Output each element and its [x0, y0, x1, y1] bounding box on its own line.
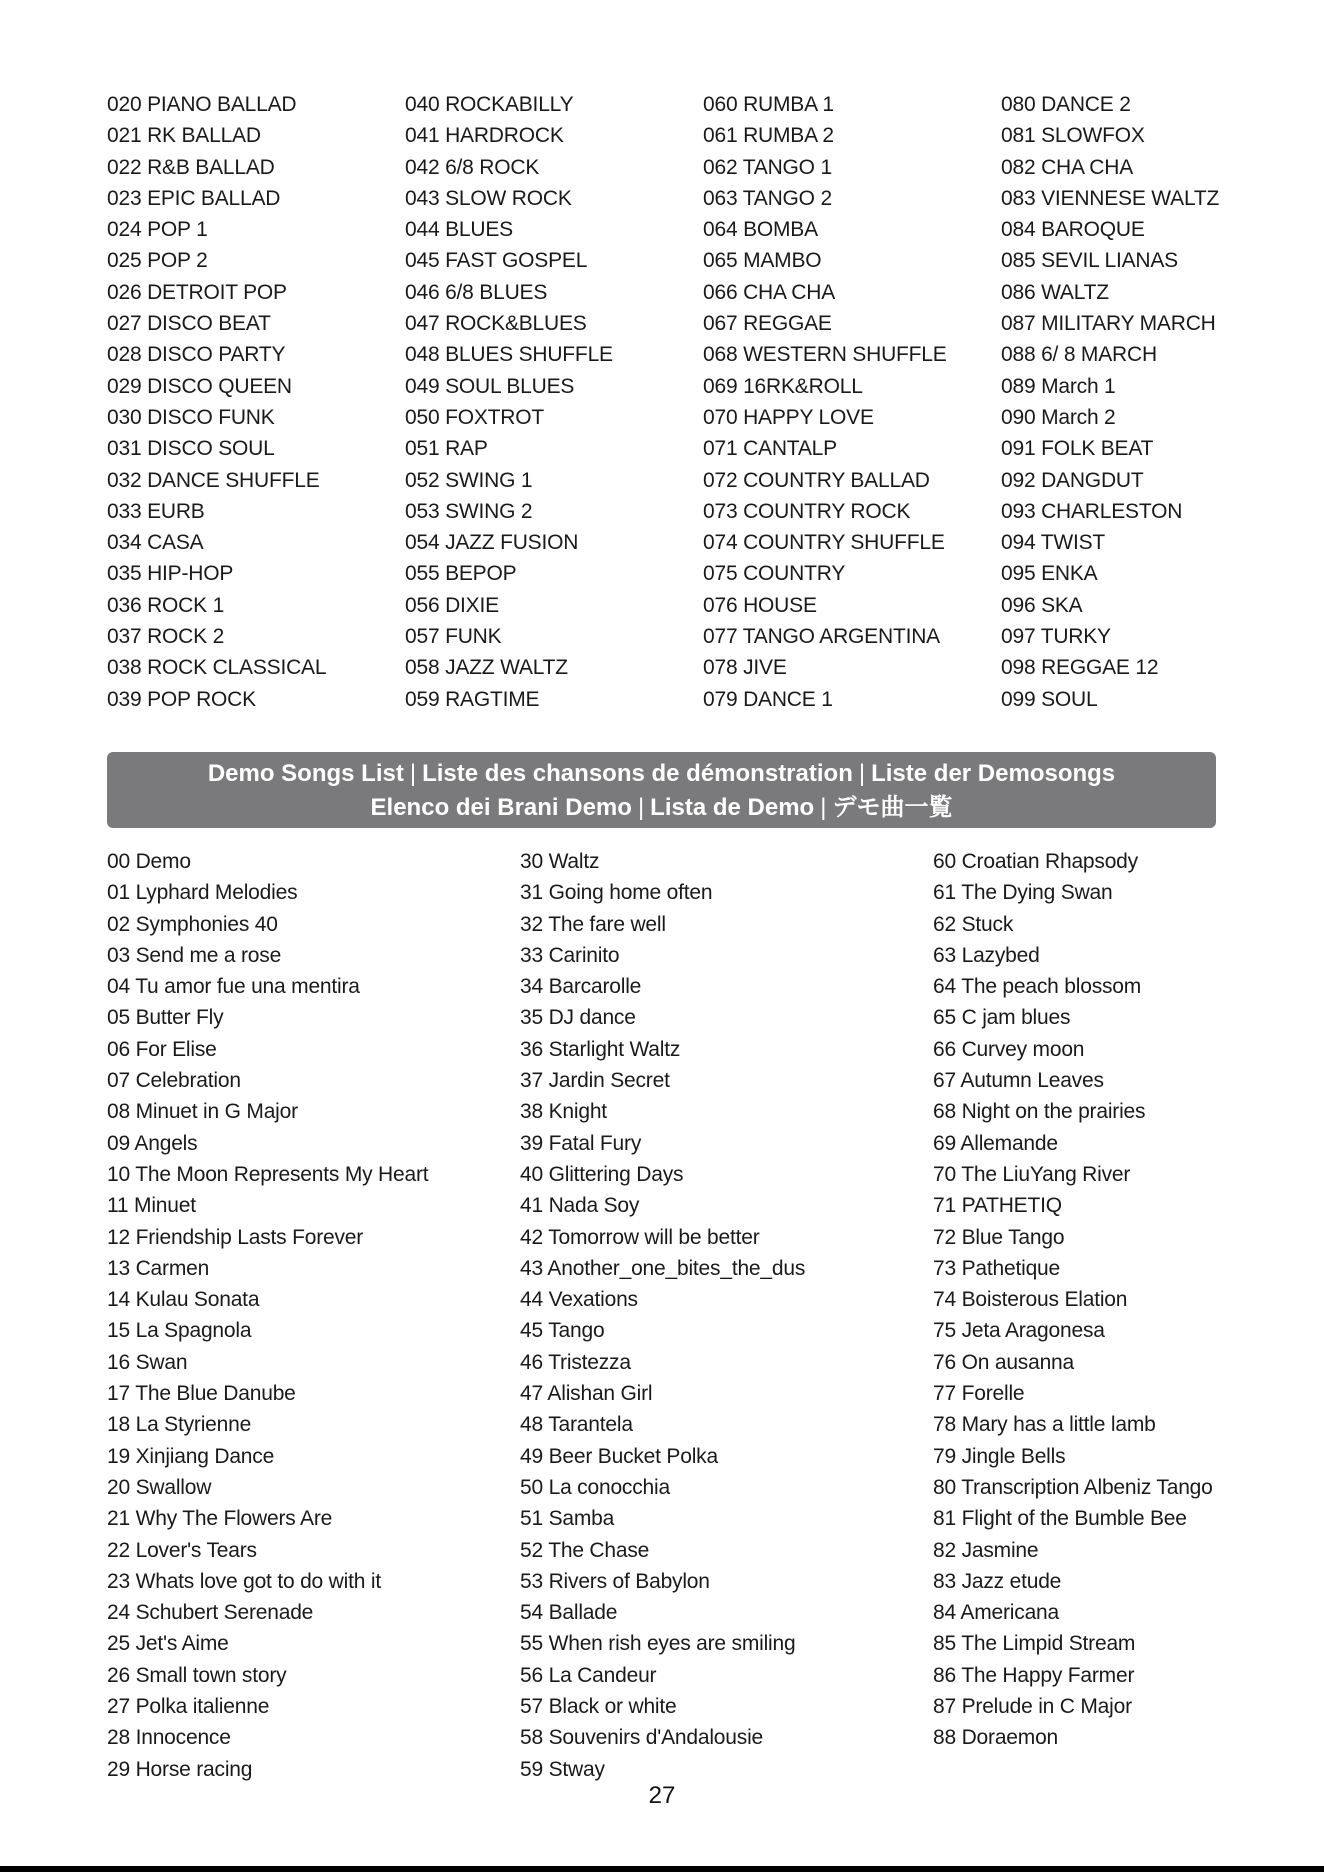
- style-item: 086 WALTZ: [1001, 280, 1109, 304]
- style-item: 051 RAP: [405, 437, 488, 461]
- demo-song-item: 15 La Spagnola: [107, 1319, 252, 1343]
- demo-song-item: 57 Black or white: [520, 1695, 677, 1719]
- bottom-divider: [0, 1866, 1324, 1872]
- demo-song-item: 84 Americana: [933, 1601, 1060, 1625]
- style-item: 036 ROCK 1: [107, 593, 225, 617]
- demo-song-item: 19 Xinjiang Dance: [107, 1444, 275, 1468]
- style-item: 062 TANGO 1: [703, 155, 832, 179]
- styles-column: [405, 89, 703, 715]
- demo-song-item: 10 The Moon Represents My Heart: [107, 1162, 429, 1186]
- banner-line-1: [107, 757, 1216, 791]
- demo-song-item: 32 The fare well: [520, 912, 666, 936]
- style-item: 084 BAROQUE: [1001, 218, 1145, 242]
- demo-song-item: 74 Boisterous Elation: [933, 1288, 1128, 1312]
- demo-songs-banner: [107, 752, 1216, 828]
- demo-songs-list: [107, 846, 1322, 1785]
- demo-song-item: 81 Flight of the Bumble Bee: [933, 1507, 1187, 1531]
- style-item: 038 ROCK CLASSICAL: [107, 656, 327, 680]
- demo-song-item: 71 PATHETIQ: [933, 1194, 1062, 1218]
- style-item: 069 16RK&ROLL: [703, 374, 863, 398]
- demo-song-item: 53 Rivers of Babylon: [520, 1569, 710, 1593]
- demo-song-item: 67 Autumn Leaves: [933, 1069, 1104, 1093]
- style-item: 076 HOUSE: [703, 593, 817, 617]
- style-item: 073 COUNTRY ROCK: [703, 499, 911, 523]
- style-item: 080 DANCE 2: [1001, 93, 1131, 116]
- style-item: 078 JIVE: [703, 656, 787, 680]
- style-item: 030 DISCO FUNK: [107, 405, 275, 429]
- style-item: 037 ROCK 2: [107, 625, 225, 649]
- demo-song-item: 20 Swallow: [107, 1475, 212, 1499]
- demo-song-item: 31 Going home often: [520, 881, 713, 905]
- style-item: 066 CHA CHA: [703, 280, 836, 304]
- style-item: 040 ROCKABILLY: [405, 93, 574, 116]
- demo-song-item: 45 Tango: [520, 1319, 605, 1343]
- style-item: 029 DISCO QUEEN: [107, 374, 292, 398]
- style-item: 061 RUMBA 2: [703, 124, 834, 148]
- demo-song-item: 04 Tu amor fue una mentira: [107, 975, 360, 999]
- demo-song-item: 51 Samba: [520, 1507, 615, 1531]
- demo-song-item: 02 Symphonies 40: [107, 912, 278, 936]
- style-item: 053 SWING 2: [405, 499, 533, 523]
- demo-song-item: 36 Starlight Waltz: [520, 1037, 681, 1061]
- demo-song-item: 87 Prelude in C Major: [933, 1695, 1132, 1719]
- style-item: 046 6/8 BLUES: [405, 280, 548, 304]
- demo-song-item: 59 Stway: [520, 1757, 605, 1781]
- style-item: 041 HARDROCK: [405, 124, 564, 148]
- style-item: 050 FOXTROT: [405, 405, 544, 429]
- demo-song-item: 29 Horse racing: [107, 1757, 253, 1781]
- demo-song-item: 06 For Elise: [107, 1037, 217, 1061]
- banner-separator: |: [409, 760, 417, 787]
- styles-column: [107, 89, 405, 715]
- style-item: 032 DANCE SHUFFLE: [107, 468, 320, 492]
- demo-song-item: 17 The Blue Danube: [107, 1382, 296, 1406]
- demo-song-item: 03 Send me a rose: [107, 943, 282, 967]
- demo-song-item: 70 The LiuYang River: [933, 1162, 1131, 1186]
- demo-column: [520, 846, 933, 1785]
- banner-title-es: Lista de Demo: [650, 794, 815, 821]
- style-item: 067 REGGAE: [703, 312, 832, 336]
- style-item: 023 EPIC BALLAD: [107, 186, 281, 210]
- demo-song-item: 41 Nada Soy: [520, 1194, 640, 1218]
- demo-song-item: 58 Souvenirs d'Andalousie: [520, 1726, 764, 1750]
- banner-title-fr: Liste des chansons de démonstration: [422, 760, 853, 787]
- page-number: 27: [648, 1782, 676, 1809]
- demo-song-item: 46 Tristezza: [520, 1350, 631, 1374]
- styles-column: [1001, 89, 1299, 715]
- demo-song-item: 63 Lazybed: [933, 943, 1040, 967]
- style-item: 054 JAZZ FUSION: [405, 531, 579, 555]
- demo-song-item: 47 Alishan Girl: [520, 1382, 653, 1406]
- style-item: 090 March 2: [1001, 405, 1116, 429]
- demo-song-item: 21 Why The Flowers Are: [107, 1507, 333, 1531]
- style-item: 083 VIENNESE WALTZ: [1001, 186, 1220, 210]
- demo-song-item: 39 Fatal Fury: [520, 1131, 642, 1155]
- demo-song-item: 26 Small town story: [107, 1663, 287, 1687]
- style-item: 027 DISCO BEAT: [107, 312, 271, 336]
- demo-song-item: 60 Croatian Rhapsody: [933, 850, 1138, 873]
- demo-song-item: 75 Jeta Aragonesa: [933, 1319, 1105, 1343]
- style-item: 096 SKA: [1001, 593, 1083, 617]
- demo-song-item: 43 Another_one_bites_the_dus: [520, 1256, 806, 1280]
- style-item: 028 DISCO PARTY: [107, 343, 286, 367]
- style-item: 071 CANTALP: [703, 437, 837, 461]
- style-item: 065 MAMBO: [703, 249, 822, 273]
- demo-song-item: 25 Jet's Aime: [107, 1632, 229, 1656]
- banner-separator: |: [858, 760, 866, 787]
- style-item: 093 CHARLESTON: [1001, 499, 1183, 523]
- demo-song-item: 85 The Limpid Stream: [933, 1632, 1136, 1656]
- style-item: 099 SOUL: [1001, 687, 1098, 711]
- banner-title-ja: デモ曲一覧: [832, 794, 953, 821]
- style-item: 043 SLOW ROCK: [405, 186, 572, 210]
- style-item: 068 WESTERN SHUFFLE: [703, 343, 947, 367]
- demo-song-item: 14 Kulau Sonata: [107, 1288, 260, 1312]
- demo-song-item: 38 Knight: [520, 1100, 607, 1124]
- banner-title-de: Liste der Demosongs: [871, 760, 1116, 787]
- demo-song-item: 30 Waltz: [520, 850, 600, 873]
- style-item: 045 FAST GOSPEL: [405, 249, 588, 273]
- demo-song-item: 48 Tarantela: [520, 1413, 633, 1437]
- style-item: 088 6/ 8 MARCH: [1001, 343, 1157, 367]
- demo-song-item: 37 Jardin Secret: [520, 1069, 670, 1093]
- demo-song-item: 73 Pathetique: [933, 1256, 1061, 1280]
- demo-song-item: 22 Lover's Tears: [107, 1538, 257, 1562]
- demo-song-item: 05 Butter Fly: [107, 1006, 224, 1030]
- style-item: 074 COUNTRY SHUFFLE: [703, 531, 945, 555]
- banner-title-en: Demo Songs List: [207, 760, 404, 787]
- style-item: 079 DANCE 1: [703, 687, 833, 711]
- demo-song-item: 52 The Chase: [520, 1538, 650, 1562]
- style-item: 057 FUNK: [405, 625, 502, 649]
- styles-list: [107, 89, 1307, 715]
- style-item: 039 POP ROCK: [107, 687, 256, 711]
- style-item: 049 SOUL BLUES: [405, 374, 575, 398]
- demo-song-item: 78 Mary has a little lamb: [933, 1413, 1156, 1437]
- style-item: 021 RK BALLAD: [107, 124, 261, 148]
- demo-song-item: 24 Schubert Serenade: [107, 1601, 314, 1625]
- style-item: 026 DETROIT POP: [107, 280, 287, 304]
- style-item: 042 6/8 ROCK: [405, 155, 540, 179]
- style-item: 044 BLUES: [405, 218, 513, 242]
- style-item: 072 COUNTRY BALLAD: [703, 468, 930, 492]
- demo-song-item: 62 Stuck: [933, 912, 1014, 936]
- style-item: 091 FOLK BEAT: [1001, 437, 1154, 461]
- demo-song-item: 64 The peach blossom: [933, 975, 1142, 999]
- style-item: 048 BLUES SHUFFLE: [405, 343, 613, 367]
- style-item: 025 POP 2: [107, 249, 208, 273]
- style-item: 055 BEPOP: [405, 562, 517, 586]
- demo-song-item: 72 Blue Tango: [933, 1225, 1065, 1249]
- style-item: 060 RUMBA 1: [703, 93, 834, 116]
- style-item: 058 JAZZ WALTZ: [405, 656, 568, 680]
- style-item: 075 COUNTRY: [703, 562, 846, 586]
- style-item: 077 TANGO ARGENTINA: [703, 625, 940, 649]
- style-item: 092 DANGDUT: [1001, 468, 1144, 492]
- demo-song-item: 27 Polka italienne: [107, 1695, 270, 1719]
- demo-song-item: 88 Doraemon: [933, 1726, 1059, 1750]
- demo-song-item: 34 Barcarolle: [520, 975, 642, 999]
- style-item: 082 CHA CHA: [1001, 155, 1134, 179]
- banner-title-it: Elenco dei Brani Demo: [370, 794, 632, 821]
- demo-song-item: 77 Forelle: [933, 1382, 1025, 1406]
- style-item: 020 PIANO BALLAD: [107, 93, 297, 116]
- demo-song-item: 07 Celebration: [107, 1069, 241, 1093]
- demo-song-item: 44 Vexations: [520, 1288, 638, 1312]
- demo-song-item: 83 Jazz etude: [933, 1569, 1062, 1593]
- style-item: 052 SWING 1: [405, 468, 533, 492]
- demo-song-item: 23 Whats love got to do with it: [107, 1569, 381, 1593]
- demo-song-item: 56 La Candeur: [520, 1663, 657, 1687]
- style-item: 064 BOMBA: [703, 218, 818, 242]
- style-item: 085 SEVIL LIANAS: [1001, 249, 1178, 273]
- style-item: 024 POP 1: [107, 218, 208, 242]
- demo-column: [933, 846, 1322, 1785]
- demo-song-item: 54 Ballade: [520, 1601, 618, 1625]
- style-item: 063 TANGO 2: [703, 186, 832, 210]
- demo-song-item: 28 Innocence: [107, 1726, 231, 1750]
- demo-song-item: 42 Tomorrow will be better: [520, 1225, 760, 1249]
- demo-song-item: 55 When rish eyes are smiling: [520, 1632, 796, 1656]
- demo-song-item: 00 Demo: [107, 850, 191, 873]
- demo-song-item: 66 Curvey moon: [933, 1037, 1085, 1061]
- demo-song-item: 86 The Happy Farmer: [933, 1663, 1135, 1687]
- style-item: 031 DISCO SOUL: [107, 437, 275, 461]
- demo-song-item: 65 C jam blues: [933, 1006, 1071, 1030]
- style-item: 022 R&B BALLAD: [107, 155, 275, 179]
- demo-song-item: 50 La conocchia: [520, 1475, 670, 1499]
- style-item: 034 CASA: [107, 531, 204, 555]
- styles-column: [703, 89, 1001, 715]
- demo-song-item: 76 On ausanna: [933, 1350, 1075, 1374]
- style-item: 087 MILITARY MARCH: [1001, 312, 1216, 336]
- demo-song-item: 49 Beer Bucket Polka: [520, 1444, 718, 1468]
- style-item: 094 TWIST: [1001, 531, 1106, 555]
- style-item: 033 EURB: [107, 499, 205, 523]
- demo-song-item: 69 Allemande: [933, 1131, 1058, 1155]
- demo-song-item: 40 Glittering Days: [520, 1162, 684, 1186]
- demo-song-item: 18 La Styrienne: [107, 1413, 252, 1437]
- demo-song-item: 08 Minuet in G Major: [107, 1100, 298, 1124]
- banner-separator: |: [820, 794, 827, 821]
- demo-song-item: 11 Minuet: [107, 1194, 196, 1218]
- style-item: 070 HAPPY LOVE: [703, 405, 874, 429]
- style-item: 089 March 1: [1001, 374, 1116, 398]
- banner-separator: |: [637, 794, 645, 821]
- style-item: 095 ENKA: [1001, 562, 1098, 586]
- demo-song-item: 01 Lyphard Melodies: [107, 881, 298, 905]
- demo-song-item: 35 DJ dance: [520, 1006, 636, 1030]
- style-item: 047 ROCK&BLUES: [405, 312, 587, 336]
- demo-column: [107, 846, 520, 1785]
- demo-song-item: 80 Transcription Albeniz Tango: [933, 1475, 1213, 1499]
- demo-song-item: 79 Jingle Bells: [933, 1444, 1066, 1468]
- demo-song-item: 68 Night on the prairies: [933, 1100, 1146, 1124]
- demo-song-item: 09 Angels: [107, 1131, 198, 1155]
- style-item: 098 REGGAE 12: [1001, 656, 1159, 680]
- demo-song-item: 82 Jasmine: [933, 1538, 1039, 1562]
- demo-song-item: 33 Carinito: [520, 943, 620, 967]
- demo-song-item: 12 Friendship Lasts Forever: [107, 1225, 364, 1249]
- demo-song-item: 61 The Dying Swan: [933, 881, 1113, 905]
- style-item: 097 TURKY: [1001, 625, 1111, 649]
- banner-line-2: [107, 791, 1216, 825]
- style-item: 081 SLOWFOX: [1001, 124, 1145, 148]
- demo-song-item: 13 Carmen: [107, 1256, 210, 1280]
- style-item: 059 RAGTIME: [405, 687, 540, 711]
- demo-song-item: 16 Swan: [107, 1350, 188, 1374]
- style-item: 035 HIP-HOP: [107, 562, 234, 586]
- style-item: 056 DIXIE: [405, 593, 499, 617]
